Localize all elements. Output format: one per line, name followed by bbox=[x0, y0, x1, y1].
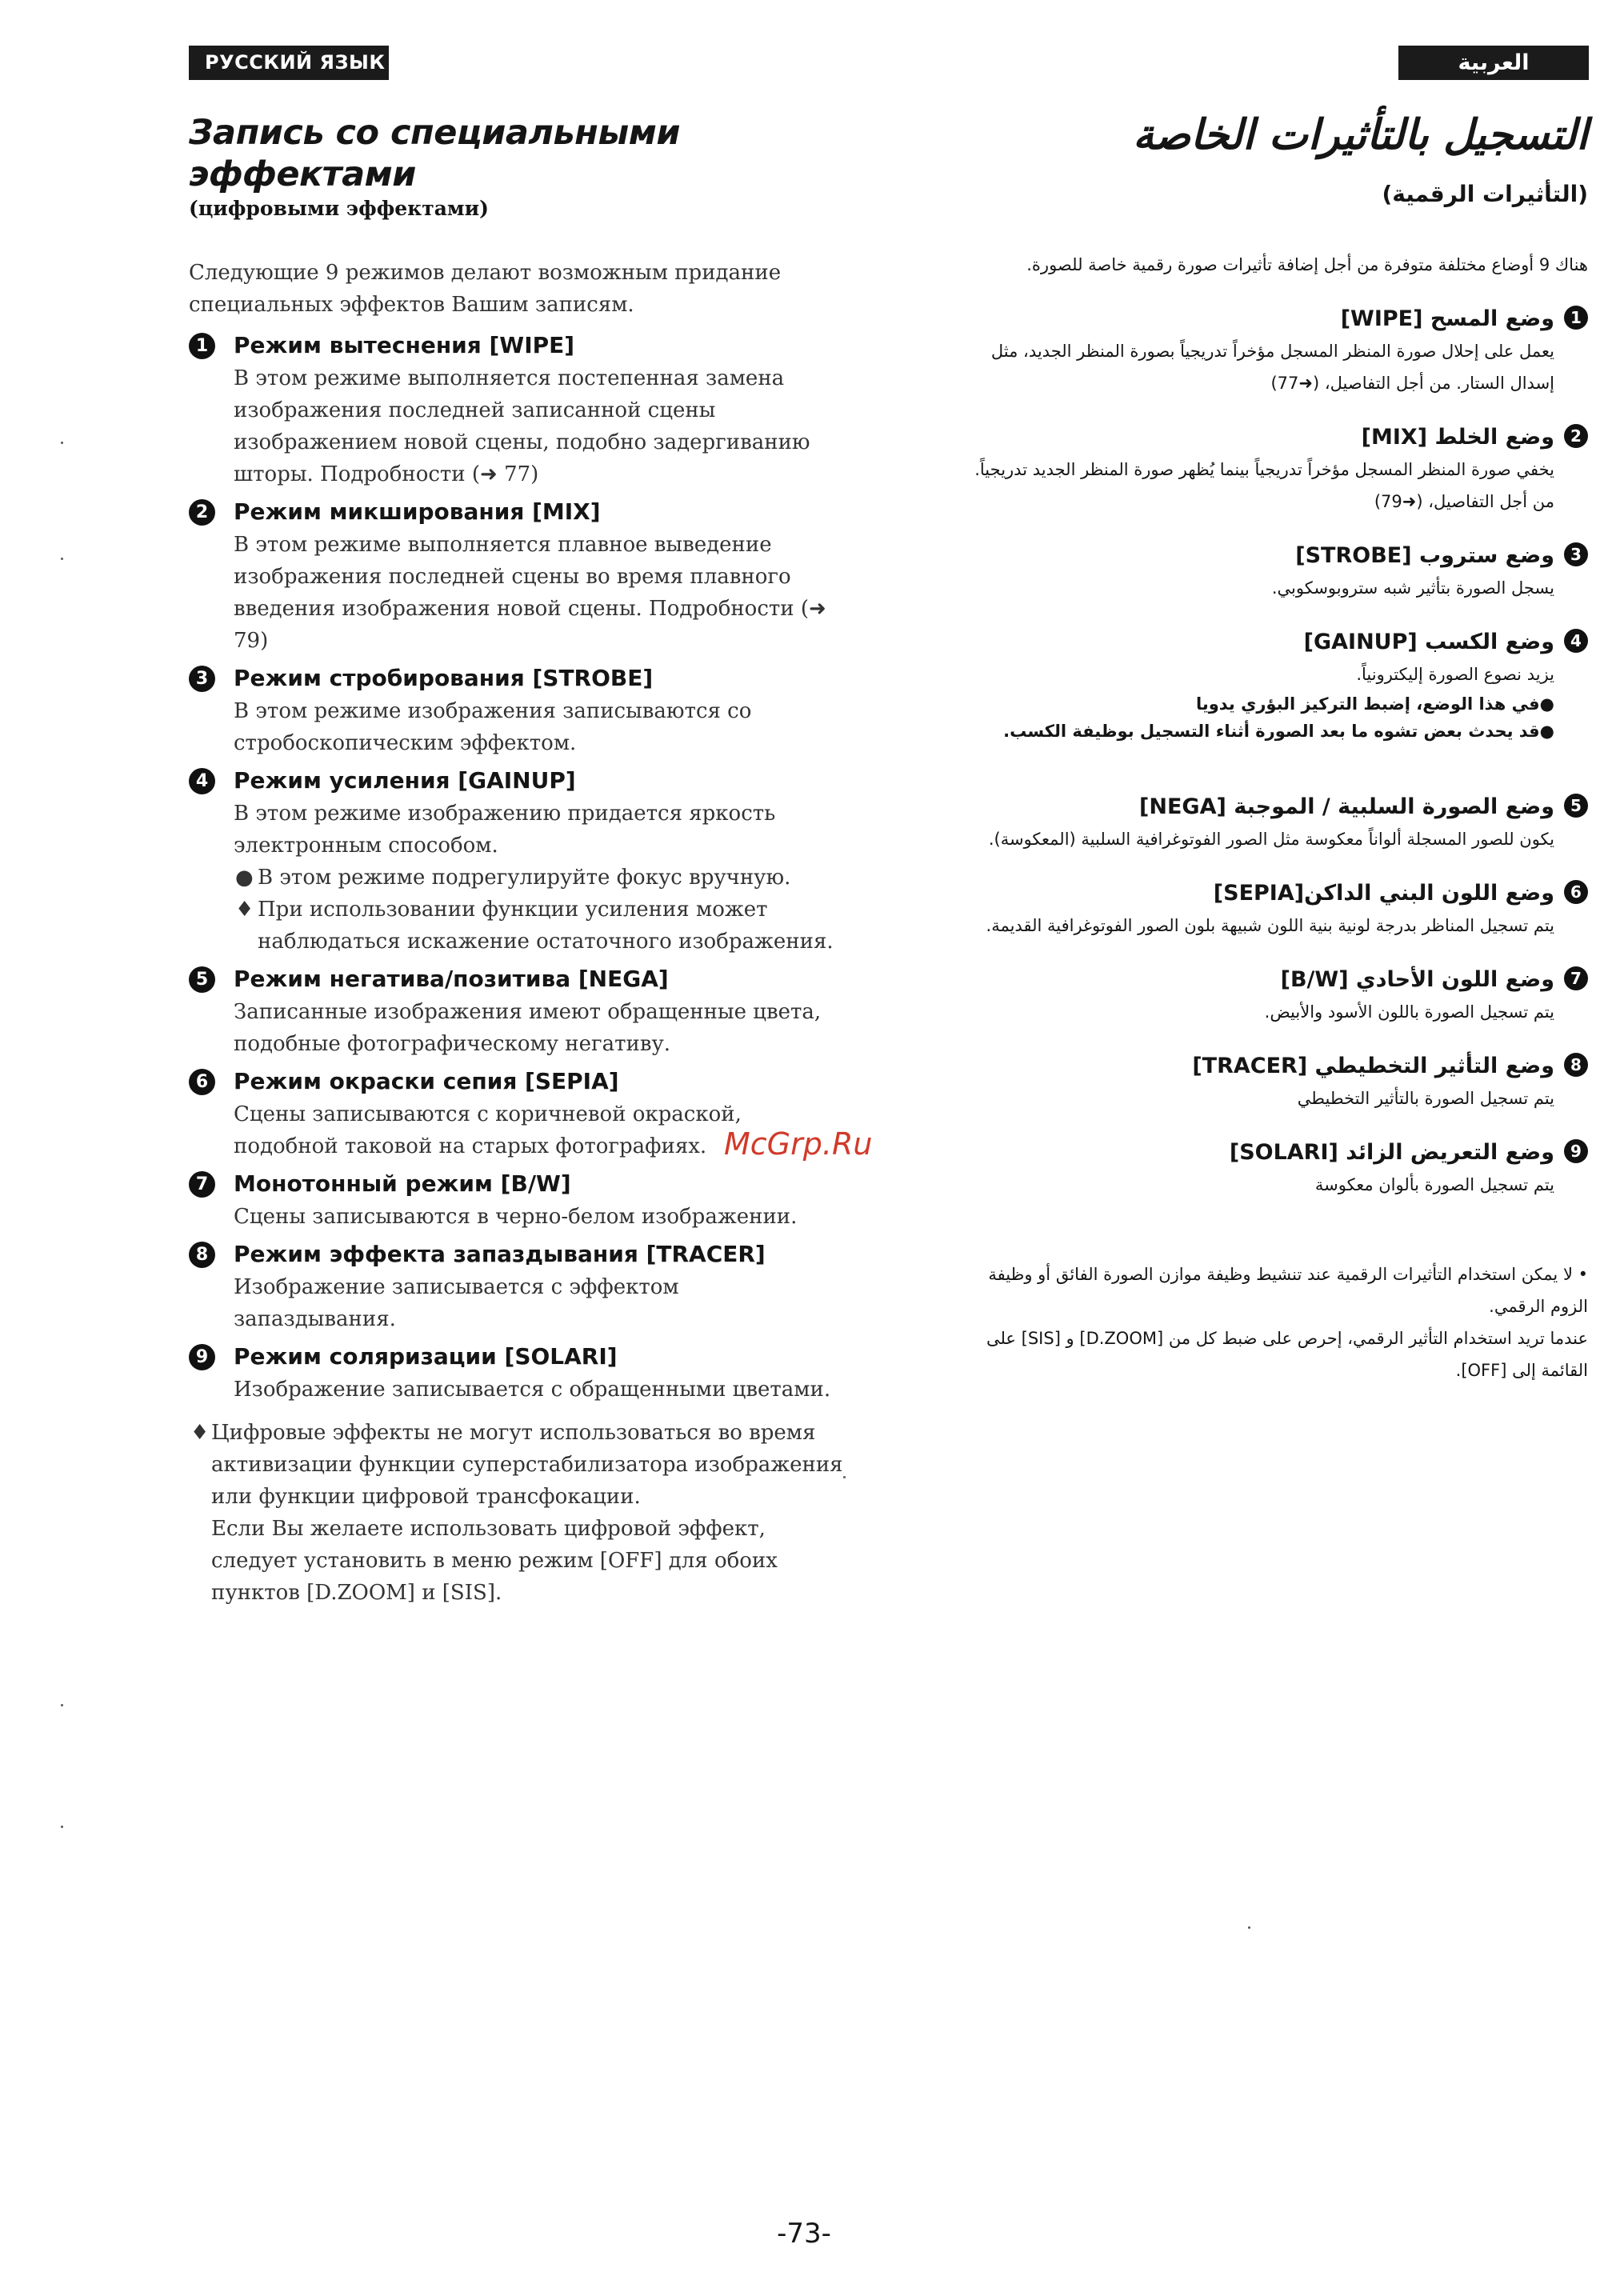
ru-effect-solari bbox=[189, 1340, 845, 1406]
ar-effect-strobe bbox=[956, 540, 1588, 604]
ru-bullet-focus bbox=[234, 862, 845, 894]
ru-effect-desc: В этом режиме изображению придается яркость электронным способом. bbox=[234, 802, 776, 858]
number-5-badge: 5 bbox=[1564, 794, 1588, 818]
ru-intro: Следующие 9 режимов делают возможным придание специальных эффектов Вашим записям. bbox=[189, 261, 782, 317]
ru-effect-desc: В этом режиме выполняется постепенная замена изображения последней записанной сцены изображением новой сцены, подобно задергиванию шторы. Подробности (➜ 77) bbox=[234, 366, 810, 486]
number-4-badge: 4 bbox=[1564, 629, 1588, 653]
ru-note-text-1: Цифровые эффекты не могут использоваться во время активизации функции суперстабилизатора изображения или функции цифровой трансфокации. bbox=[211, 1421, 843, 1509]
ru-page-title: Запись со специальными эффектами bbox=[189, 113, 680, 194]
ar-effect-wipe bbox=[956, 303, 1588, 399]
scan-speck bbox=[61, 442, 63, 444]
ru-effect-desc: Изображение записывается с обращенными цветами. bbox=[234, 1378, 831, 1402]
ru-effect-title: Режим вытеснения [WIPE] bbox=[234, 332, 575, 358]
ru-effect-title: Режим эффекта запаздывания [TRACER] bbox=[234, 1241, 766, 1267]
ar-effect-tracer bbox=[956, 1050, 1588, 1114]
ru-effect-mix bbox=[189, 495, 845, 657]
number-9-badge: 9 bbox=[1564, 1139, 1588, 1163]
number-1-badge: 1 bbox=[189, 333, 215, 359]
ar-effect-mix bbox=[956, 422, 1588, 518]
arabic-language-tab: العربية bbox=[1398, 46, 1589, 80]
ar-effect-title: وضع اللون البني الداكن[SEPIA] bbox=[1213, 881, 1554, 906]
number-5-badge: 5 bbox=[189, 966, 215, 993]
ru-effect-desc: В этом режиме выполняется плавное выведение изображения последней сцены во время плавного введения изображения новой сцены. Подробности (➜ 79) bbox=[234, 533, 826, 653]
ru-effect-desc: Записанные изображения имеют обращенные цвета, подобные фотографическому негативу. bbox=[234, 1000, 822, 1056]
ar-effects-list bbox=[956, 303, 1588, 1201]
ar-effect-bw bbox=[956, 964, 1588, 1028]
ar-notes bbox=[956, 1258, 1588, 1386]
ru-effect-bw bbox=[189, 1167, 845, 1233]
ru-bullet-distortion bbox=[234, 894, 845, 958]
number-7-badge: 7 bbox=[189, 1171, 215, 1198]
ar-note-text-1: • لا يمكن استخدام التأثيرات الرقمية عند تنشيط وظيفة موازن الصورة الفائق أو وظيفة الزوم الرقمي. bbox=[988, 1265, 1588, 1316]
ru-effect-title: Режим усиления [GAINUP] bbox=[234, 767, 576, 794]
ar-page-subtitle: (التأثيرات الرقمية) bbox=[1382, 181, 1588, 207]
scan-speck bbox=[1248, 1926, 1250, 1929]
ru-page-subtitle: (цифровыми эффектами) bbox=[189, 197, 489, 220]
ar-effect-title: وضع الخلط [MIX] bbox=[1361, 425, 1554, 450]
diamond-bullet-icon: ♦ bbox=[190, 1421, 210, 1445]
ru-bullet-text: В этом режиме подрегулируйте фокус вручную. bbox=[258, 866, 791, 890]
ru-effect-tracer bbox=[189, 1238, 845, 1335]
ru-effect-desc: В этом режиме изображения записываются со стробоскопическим эффектом. bbox=[234, 699, 752, 755]
number-9-badge: 9 bbox=[189, 1344, 215, 1370]
ar-effect-title: وضع الكسب [GAINUP] bbox=[1303, 630, 1554, 654]
ar-effect-title: وضع الصورة السلبية / الموجبة [NEGA] bbox=[1139, 794, 1554, 819]
ar-effect-desc: يعمل على إحلال صورة المنظر المسجل مؤخراً تدريجياً بصورة المنظر الجديد، مثل إسدال الستار. من أجل التفاصيل، (➜77) bbox=[990, 342, 1554, 393]
ru-effect-title: Монотонный режим [B/W] bbox=[234, 1170, 571, 1197]
scan-speck bbox=[843, 1476, 846, 1478]
ar-effect-title: وضع ستروب [STROBE] bbox=[1295, 543, 1554, 568]
number-4-badge: 4 bbox=[189, 768, 215, 794]
ru-effect-desc: Изображение записывается с эффектом запаздывания. bbox=[234, 1275, 679, 1331]
ar-bullet-distortion: ●قد يحدث بعض تشوه ما بعد الصورة أثناء التسجيل بوظيفة الكسب. bbox=[1003, 722, 1554, 741]
number-2-badge: 2 bbox=[189, 499, 215, 526]
ar-bullet-focus: ●في هذا الوضع، إضبط التركيز البؤري يدويا bbox=[1195, 694, 1554, 714]
ru-effect-nega bbox=[189, 962, 845, 1060]
watermark: McGrp.Ru bbox=[724, 1126, 873, 1162]
ar-note-text-2: عندما تريد استخدام التأثير الرقمي، إحرص على ضبط كل من [D.ZOOM] و [SIS] على القائمة إلى [OFF]. bbox=[986, 1329, 1588, 1380]
ru-effects-list bbox=[189, 329, 845, 1406]
number-2-badge: 2 bbox=[1564, 424, 1588, 448]
ar-effect-title: وضع التعريض الزائد [SOLARI] bbox=[1229, 1140, 1554, 1165]
ru-effect-title: Режим негатива/позитива [NEGA] bbox=[234, 966, 669, 992]
ar-effect-sepia bbox=[956, 878, 1588, 942]
russian-language-tab: РУССКИЙ ЯЗЫК bbox=[189, 46, 389, 80]
ru-effect-title: Режим микширования [MIX] bbox=[234, 498, 601, 525]
number-3-badge: 3 bbox=[189, 666, 215, 692]
ru-bullet-text: При использовании функции усиления может наблюдаться искажение остаточного изображения. bbox=[258, 898, 834, 954]
ar-effect-desc: يتم تسجيل المناظر بدرجة لونية بنية اللون شبيهة بلون الصور الفوتوغرافية القديمة. bbox=[986, 916, 1554, 935]
ar-effect-gainup bbox=[956, 626, 1588, 745]
number-8-badge: 8 bbox=[189, 1242, 215, 1268]
ar-effect-desc: يتم تسجيل الصورة بالتأثير التخطيطي bbox=[1297, 1089, 1554, 1108]
scan-speck bbox=[61, 1704, 63, 1706]
number-3-badge: 3 bbox=[1564, 542, 1588, 566]
ru-effect-desc: Сцены записываются в черно-белом изображении. bbox=[234, 1205, 798, 1229]
ar-effect-solari bbox=[956, 1137, 1588, 1201]
number-7-badge: 7 bbox=[1564, 966, 1588, 990]
ru-effect-title: Режим соляризации [SOLARI] bbox=[234, 1343, 618, 1370]
scan-speck bbox=[61, 1826, 63, 1828]
ar-effect-title: وضع التأثير التخطيطي [TRACER] bbox=[1192, 1054, 1554, 1078]
ar-effect-desc: يزيد نصوع الصورة إليكترونياً. bbox=[1356, 665, 1554, 684]
ar-effect-desc: يتم تسجيل الصورة بألوان معكوسة bbox=[1314, 1175, 1554, 1194]
ru-effect-wipe bbox=[189, 329, 845, 490]
ar-effect-title: وضع المسح [WIPE] bbox=[1340, 306, 1554, 331]
number-6-badge: 6 bbox=[189, 1069, 215, 1095]
ar-page-title: التسجيل بالتأثيرات الخاصة bbox=[1133, 111, 1588, 159]
page-number: -73- bbox=[777, 2218, 831, 2250]
scan-speck bbox=[61, 558, 63, 560]
ru-effect-desc: Сцены записываются с коричневой окраской, подобной таковой на старых фотографиях. bbox=[234, 1102, 742, 1158]
ru-note-text-2: Если Вы желаете использовать цифровой эффект, следует установить в меню режим [OFF] для обоих пунктов [D.ZOOM] и [SIS]. bbox=[211, 1517, 778, 1605]
ru-effect-gainup bbox=[189, 764, 845, 958]
ar-effect-desc: يخفي صورة المنظر المسجل مؤخراً تدريجياً بينما يُظهر صورة المنظر الجديد تدريجياً. من أجل التفاصيل، (➜79) bbox=[974, 460, 1554, 511]
bullet-dot-icon: ● bbox=[235, 866, 254, 890]
ru-note bbox=[189, 1417, 845, 1609]
ru-effect-strobe bbox=[189, 662, 845, 759]
diamond-bullet-icon: ♦ bbox=[235, 898, 254, 922]
number-8-badge: 8 bbox=[1564, 1053, 1588, 1077]
ar-effect-title: وضع اللون الأحادي [B/W] bbox=[1280, 967, 1554, 992]
ar-effect-nega bbox=[956, 791, 1588, 855]
number-1-badge: 1 bbox=[1564, 306, 1588, 330]
arabic-column bbox=[956, 110, 1588, 1386]
number-6-badge: 6 bbox=[1564, 880, 1588, 904]
russian-column bbox=[189, 112, 845, 1609]
ru-effect-title: Режим окраски сепия [SEPIA] bbox=[234, 1068, 619, 1094]
ar-effect-desc: يسجل الصورة بتأثير شبه ستروبوسكوبي. bbox=[1271, 578, 1554, 598]
ar-intro: هناك 9 أوضاع مختلفة متوفرة من أجل إضافة تأثيرات صورة رقمية خاصة للصورة. bbox=[1026, 255, 1588, 274]
ar-effect-desc: يتم تسجيل الصورة باللون الأسود والأبيض. bbox=[1264, 1002, 1554, 1022]
ar-effect-desc: يكون للصور المسجلة ألواناً معكوسة مثل الصور الفوتوغرافية السلبية (المعكوسة). bbox=[988, 830, 1554, 849]
ru-effect-title: Режим стробирования [STROBE] bbox=[234, 665, 654, 691]
